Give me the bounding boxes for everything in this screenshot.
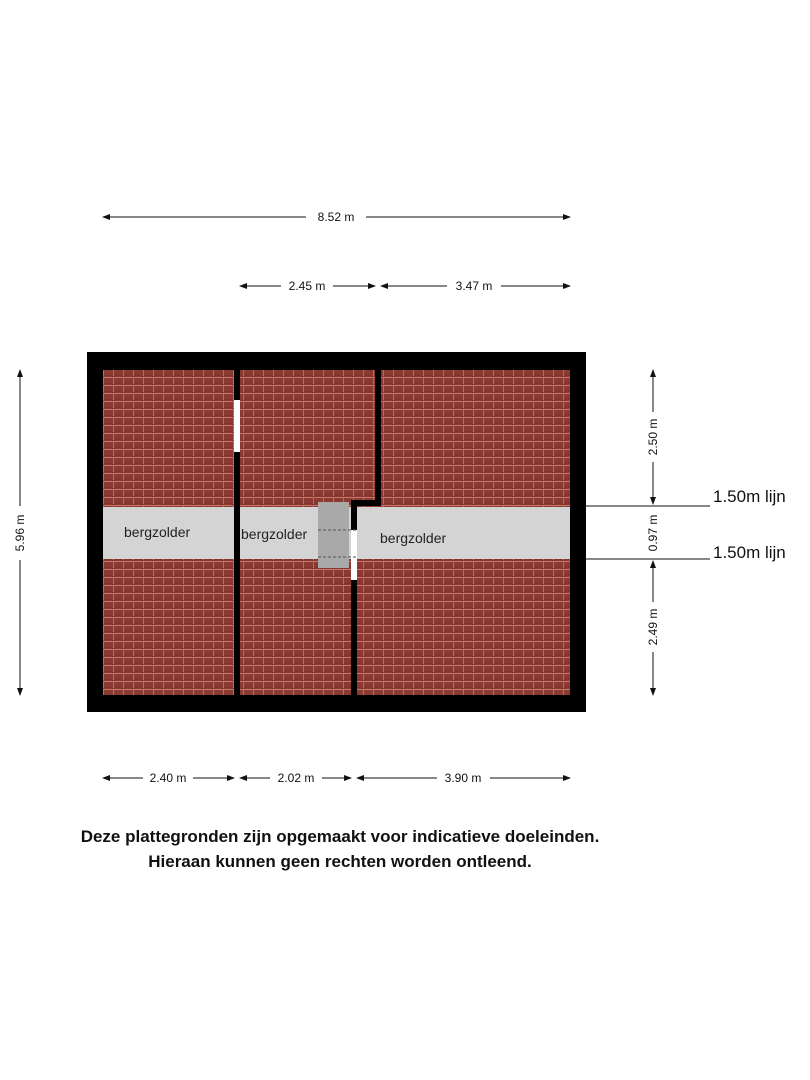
door-opening-left	[234, 400, 240, 452]
interior-wall-right-upper	[375, 370, 381, 506]
dim-right-middle: 0.97 m	[646, 514, 660, 552]
dim-total-height: 5.96 m	[13, 514, 27, 552]
stair-hatch	[318, 502, 349, 568]
dim-bottom-middle: 2.02 m	[277, 771, 315, 785]
height-line-lower-label: 1.50m lijn	[713, 543, 786, 562]
door-opening-right	[351, 530, 357, 580]
height-line-upper-label: 1.50m lijn	[713, 487, 786, 506]
room-label-middle: bergzolder	[241, 526, 308, 542]
dim-right-top: 2.50 m	[646, 418, 660, 456]
dim-right-bottom: 2.49 m	[646, 608, 660, 646]
room-label-right: bergzolder	[380, 530, 447, 546]
interior-wall-right-lower	[351, 500, 357, 695]
disclaimer	[0, 824, 680, 874]
disclaimer-line-1: Deze plattegronden zijn opgemaakt voor indicatieve doeleinden.	[80, 827, 600, 846]
dim-top-right: 3.47 m	[455, 279, 493, 293]
dim-top-left: 2.45 m	[288, 279, 326, 293]
dim-bottom-right: 3.90 m	[444, 771, 482, 785]
disclaimer-line-2: Hieraan kunnen geen rechten worden ontleend.	[148, 852, 532, 871]
room-label-left: bergzolder	[124, 524, 191, 540]
dim-bottom-left: 2.40 m	[149, 771, 187, 785]
dim-total-width: 8.52 m	[317, 210, 355, 224]
